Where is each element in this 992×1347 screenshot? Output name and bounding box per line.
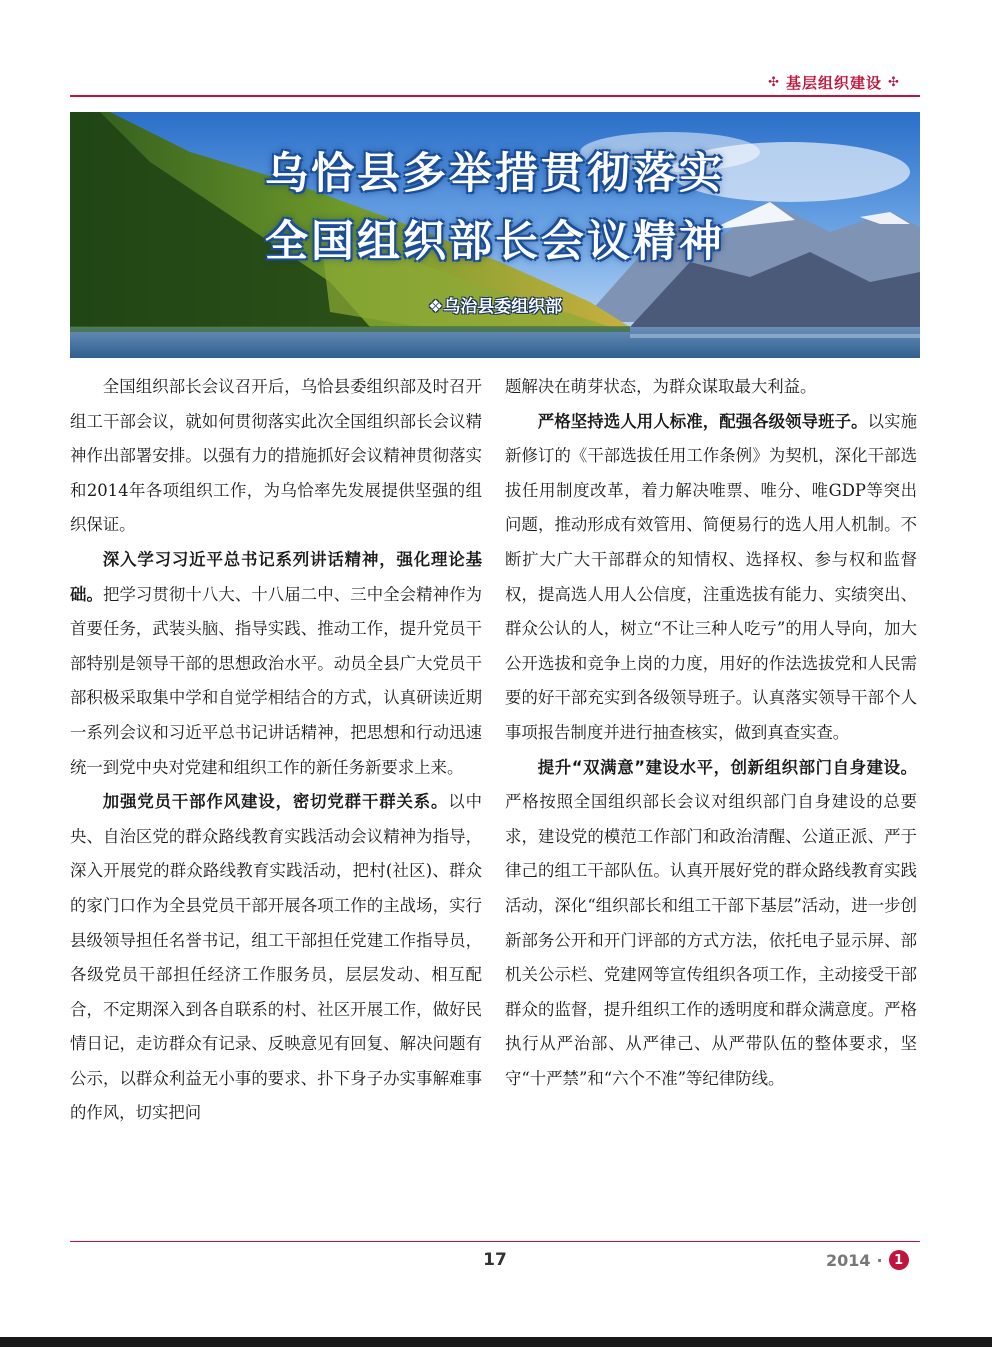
ornament-icon: ✣	[768, 74, 780, 90]
left-column	[70, 370, 482, 1131]
paragraph-body: 以实施新修订的《干部选拔任用工作条例》为契机，深化干部选拔任用制度改革，着力解决唯票、唯分、唯GDP等突出问题，推动形成有效管用、简便易行的选人用人机制。不断扩大广大干部群众的知情权、选择权、参与权和监督权，提高选人用人公信度，注重选拔有能力、实绩突出、群众公认的人，树立“不让三种人吃亏”的用人导向，加大公开选拔和竞争上岗的力度，用好的作法选拔党和人民需要的好干部充实到各级领导班子。认真落实领导干部个人事项报告制度并进行抽查核实，做到真查实查。	[505, 411, 918, 742]
paragraph-body: 严格按照全国组织部长会议对组织部门自身建设的总要求，建设党的模范工作部门和政治清醒、公道正派、严于律己的组工干部队伍。认真开展好党的群众路线教育实践活动，深化“组织部长和组工干部下基层”活动，进一步创新部务公开和开门评部的方式方法，依托电子显示屏、部机关公示栏、党建网等宣传组织各项工作，主动接受干部群众的监督，提升组织工作的透明度和群众满意度。严格执行从严治部、从严律己、从严带队伍的整体要求，坚守“十严禁”和“六个不准”等纪律防线。	[505, 792, 917, 1088]
paragraph-continued: 题解决在萌芽状态，为群众谋取最大利益。	[505, 377, 817, 396]
paragraph-lead: 加强党员干部作风建设，密切党群干群关系。	[102, 792, 449, 812]
article-title-line-1: 乌恰县多举措贯彻落实	[265, 149, 725, 199]
paragraph: 全国组织部长会议召开后，乌恰县委组织部及时召开组工干部会议，就如何贯彻落实此次全国组织部长会议精神作出部署安排。以强有力的措施抓好会议精神贯彻落实和2014年各项组织工作，为乌恰率先发展提供坚强的组织保证。	[70, 377, 482, 535]
paragraph-lead: 严格坚持选人用人标准，配强各级领导班子。	[537, 411, 868, 431]
header-divider	[70, 95, 920, 97]
issue-label	[826, 1250, 909, 1270]
bottom-edge-bar	[0, 1337, 992, 1347]
author-byline: ❖乌治县委组织部	[428, 297, 563, 317]
paragraph	[70, 785, 482, 1131]
section-header	[748, 70, 920, 94]
article-title-line-2: 全国组织部长会议精神	[265, 217, 725, 267]
right-column	[505, 370, 917, 1096]
issue-number-badge: 1	[889, 1250, 909, 1270]
section-title: 基层组织建设	[785, 73, 882, 92]
paragraph-body: 把学习贯彻十八大、十八届二中、三中全会精神作为首要任务，武装头脑、指导实践、推动工作，提升党员干部特别是领导干部的思想政治水平。动员全县广大党员干部积极采取集中学和自觉学相结合的方式，认真研读近期一系列会议和习近平总书记讲话精神，把思想和行动迅速统一到党中央对党建和组织工作的新任务新要求上来。	[70, 584, 482, 777]
paragraph	[70, 543, 482, 785]
paragraph	[505, 405, 917, 751]
paragraph-body: 以中央、自治区党的群众路线教育实践活动会议精神为指导，深入开展党的群众路线教育实践活动，把村(社区)、群众的家门口作为全县党员干部开展各项工作的主战场，实行县级领导担任名誉书记，组工干部担任党建工作指导员，各级党员干部担任经济工作服务员，层层发动、相互配合，不定期深入到各自联系的村、社区开展工作，做好民情日记，走访群众有记录、反映意见有回复、解决问题有公示，以群众利益无小事的要求、扑下身子办实事解难事的作风，切实把问	[70, 792, 483, 1123]
paragraph-lead: 提升“双满意”建设水平，创新组织部门自身建设。	[537, 757, 917, 777]
ornament-icon: ✣	[888, 74, 900, 90]
paragraph	[505, 751, 917, 1097]
title-banner	[70, 112, 920, 358]
footer-divider	[70, 1241, 920, 1242]
paragraph-lead: 深入学习习近平总书记系列讲话精神，强化理论基础。	[70, 549, 482, 604]
issue-year: 2014	[826, 1250, 871, 1270]
issue-separator: ·	[876, 1250, 883, 1270]
page-number: 17	[483, 1250, 507, 1270]
